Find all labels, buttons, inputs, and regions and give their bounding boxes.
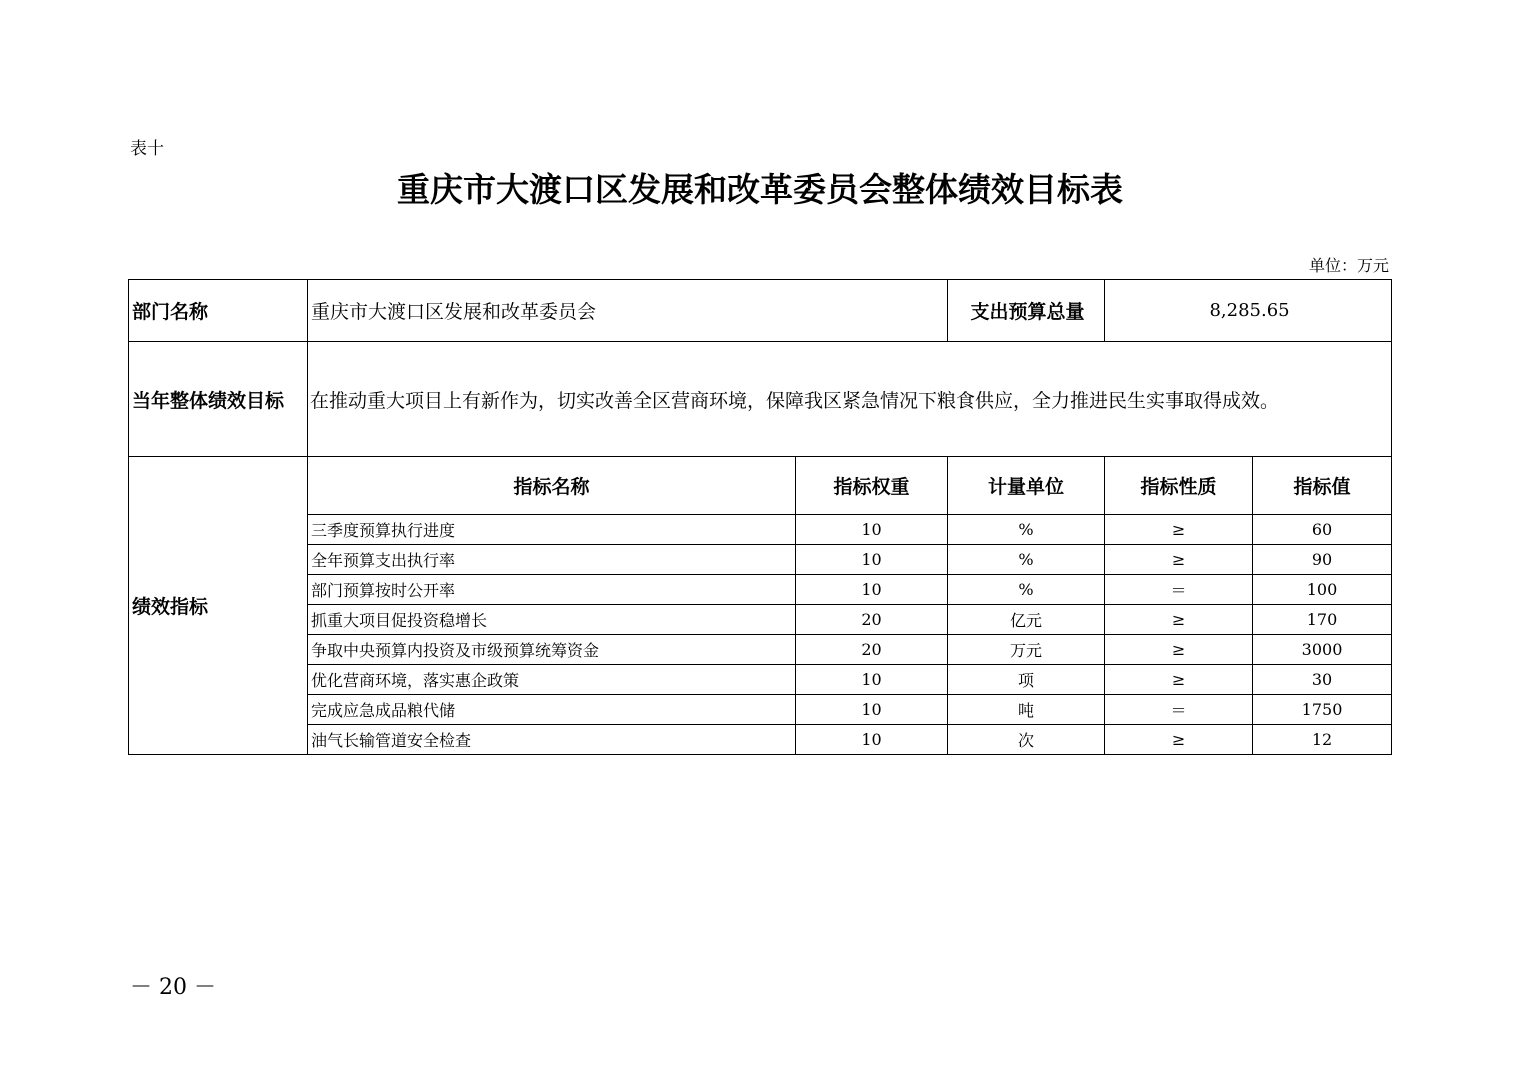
- indicator-header-row: [129, 457, 1392, 515]
- indicator-value: 30: [1253, 665, 1392, 695]
- indicator-weight: 20: [796, 635, 948, 665]
- page-title: 重庆市大渡口区发展和改革委员会整体绩效目标表: [397, 170, 1123, 209]
- indicator-value: 12: [1253, 725, 1392, 755]
- dept-name-label: 部门名称: [129, 280, 308, 342]
- table-row: [129, 635, 1392, 665]
- annual-goal-label: 当年整体绩效目标: [129, 342, 308, 457]
- table-row: [129, 695, 1392, 725]
- header-indicator-name: 指标名称: [308, 457, 796, 515]
- goal-row: [129, 342, 1392, 457]
- indicator-unit: %: [948, 575, 1105, 605]
- table-row: [129, 515, 1392, 545]
- indicator-name: 部门预算按时公开率: [308, 575, 796, 605]
- header-value: 指标值: [1253, 457, 1392, 515]
- indicator-nature: ≥: [1105, 545, 1253, 575]
- indicator-name: 完成应急成品粮代储: [308, 695, 796, 725]
- indicator-name: 三季度预算执行进度: [308, 515, 796, 545]
- indicator-unit: %: [948, 515, 1105, 545]
- indicator-weight: 10: [796, 665, 948, 695]
- indicator-name: 争取中央预算内投资及市级预算统筹资金: [308, 635, 796, 665]
- indicator-unit: 万元: [948, 635, 1105, 665]
- table-label: 表十: [130, 139, 164, 159]
- indicator-weight: 10: [796, 515, 948, 545]
- indicator-nature: ≥: [1105, 515, 1253, 545]
- indicator-value: 90: [1253, 545, 1392, 575]
- dept-name-value: 重庆市大渡口区发展和改革委员会: [308, 280, 948, 342]
- indicator-nature: ≥: [1105, 665, 1253, 695]
- header-unit: 计量单位: [948, 457, 1105, 515]
- indicator-weight: 20: [796, 605, 948, 635]
- indicator-name: 全年预算支出执行率: [308, 545, 796, 575]
- indicator-value: 60: [1253, 515, 1392, 545]
- budget-total-value: 8,285.65: [1105, 280, 1392, 342]
- table-row: [129, 545, 1392, 575]
- indicator-nature: ≥: [1105, 725, 1253, 755]
- indicator-unit: 项: [948, 665, 1105, 695]
- indicator-unit: 次: [948, 725, 1105, 755]
- table-row: [129, 665, 1392, 695]
- table-row: [129, 575, 1392, 605]
- header-indicator-weight: 指标权重: [796, 457, 948, 515]
- indicator-weight: 10: [796, 575, 948, 605]
- indicator-value: 100: [1253, 575, 1392, 605]
- indicator-weight: 10: [796, 695, 948, 725]
- indicator-nature: ＝: [1105, 695, 1253, 725]
- budget-total-label: 支出预算总量: [948, 280, 1105, 342]
- indicator-unit: 吨: [948, 695, 1105, 725]
- indicators-section-label: 绩效指标: [129, 457, 308, 755]
- indicator-unit: 亿元: [948, 605, 1105, 635]
- indicator-nature: ≥: [1105, 635, 1253, 665]
- unit-label: 单位：万元: [1308, 256, 1389, 275]
- page-number: － 20 －: [130, 975, 216, 1000]
- dept-row: [129, 280, 1392, 342]
- indicator-weight: 10: [796, 725, 948, 755]
- performance-target-table: [128, 279, 1392, 755]
- table-row: [129, 605, 1392, 635]
- annual-goal-text: 在推动重大项目上有新作为，切实改善全区营商环境，保障我区紧急情况下粮食供应，全力推进民生实事取得成效。: [308, 342, 1392, 457]
- indicator-value: 1750: [1253, 695, 1392, 725]
- indicator-nature: ≥: [1105, 605, 1253, 635]
- indicator-name: 优化营商环境，落实惠企政策: [308, 665, 796, 695]
- indicator-nature: ＝: [1105, 575, 1253, 605]
- table-row: [129, 725, 1392, 755]
- indicator-weight: 10: [796, 545, 948, 575]
- indicator-name: 油气长输管道安全检查: [308, 725, 796, 755]
- header-nature: 指标性质: [1105, 457, 1253, 515]
- indicator-value: 3000: [1253, 635, 1392, 665]
- indicator-unit: %: [948, 545, 1105, 575]
- indicator-value: 170: [1253, 605, 1392, 635]
- indicator-name: 抓重大项目促投资稳增长: [308, 605, 796, 635]
